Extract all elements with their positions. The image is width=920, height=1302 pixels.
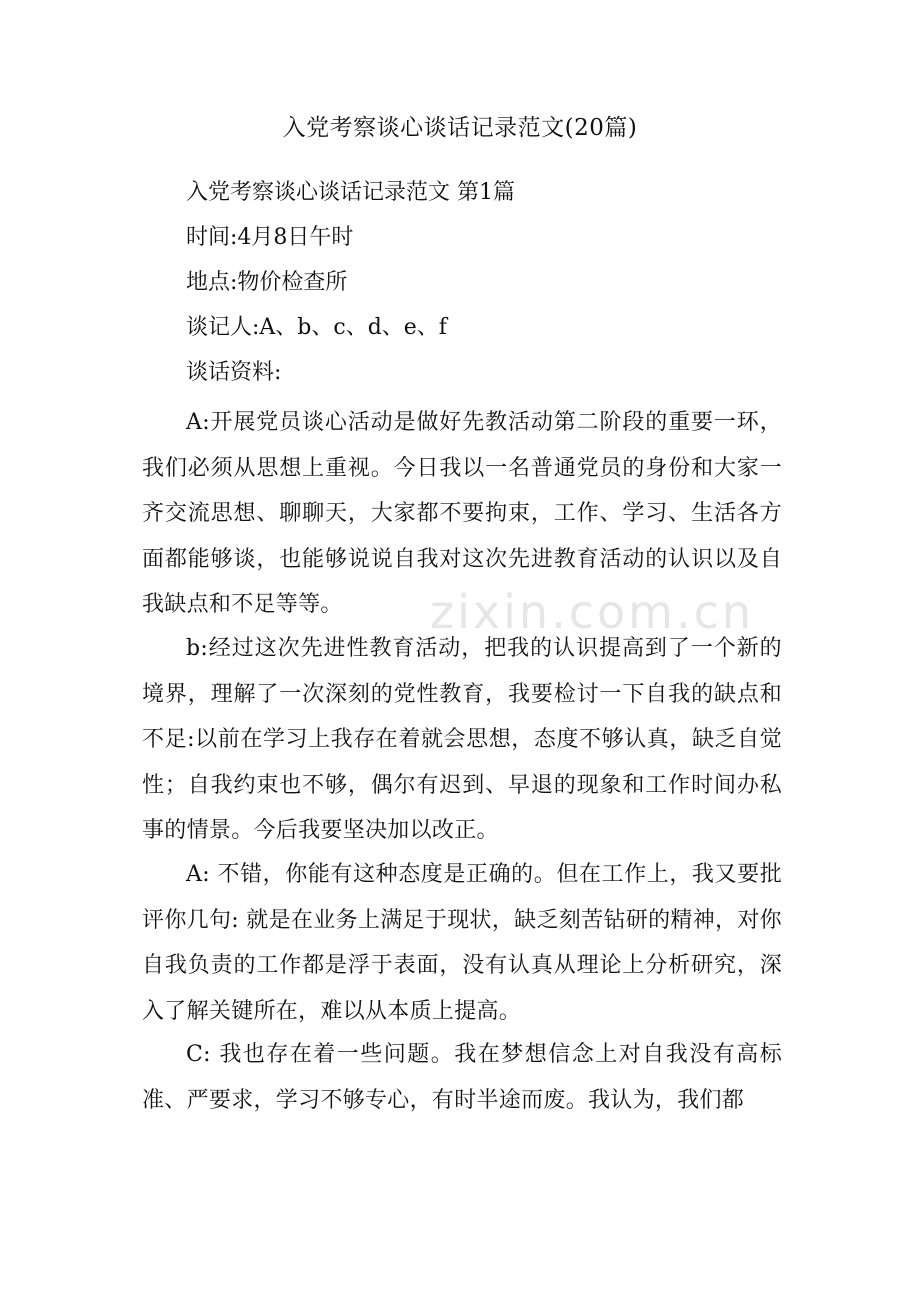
- watermark: zixin.com.cn: [430, 585, 755, 639]
- paragraph-c-reflection: C: 我也存在着一些问题。我在梦想信念上对自我没有高标准、严要求，学习不够专心，有时半途而废。我认为，我们都: [142, 1042, 782, 1113]
- paragraph-b-reflection: b:经过这次先进性教育活动，把我的认识提高到了一个新的境界，理解了一次深刻的党性教育，我要检讨一下自我的缺点和不足:以前在学习上我存在着就会思想，态度不够认真，缺乏自觉性；自我约束也不够，偶尔有迟到、早退的现象和工作时间办私事的情景。今后我要坚决加以改正。: [142, 636, 782, 844]
- document-title: 入党考察谈心谈话记录范文(20篇): [282, 115, 638, 141]
- paragraph-a-opening: A:开展党员谈心活动是做好先教活动第二阶段的重要一环，我们必须从思想上重视。今日我以一名普通党员的身份和大家一齐交流思想、聊聊天，大家都不要拘束，工作、学习、生活各方面都能够谈，也能够说说自我对这次先进教育活动的认识以及自我缺点和不足等等。: [142, 410, 782, 618]
- paragraph-a-feedback: A: 不错，你能有这种态度是正确的。但在工作上，我又要批评你几句: 就是在业务上满足于现状，缺乏刻苦钻研的精神，对你自我负责的工作都是浮于表面，没有认真从理论上分析研究，深入了解关键所在，难以从本质上提高。: [142, 862, 782, 1024]
- place-line: 地点:物价检查所: [186, 270, 348, 295]
- section-heading: 入党考察谈心谈话记录范文 第1篇: [186, 180, 515, 205]
- content-label: 谈话资料:: [186, 360, 282, 385]
- participants-line: 谈记人:A、b、c、d、e、f: [186, 315, 447, 340]
- time-line: 时间:4月8日午时: [186, 225, 354, 250]
